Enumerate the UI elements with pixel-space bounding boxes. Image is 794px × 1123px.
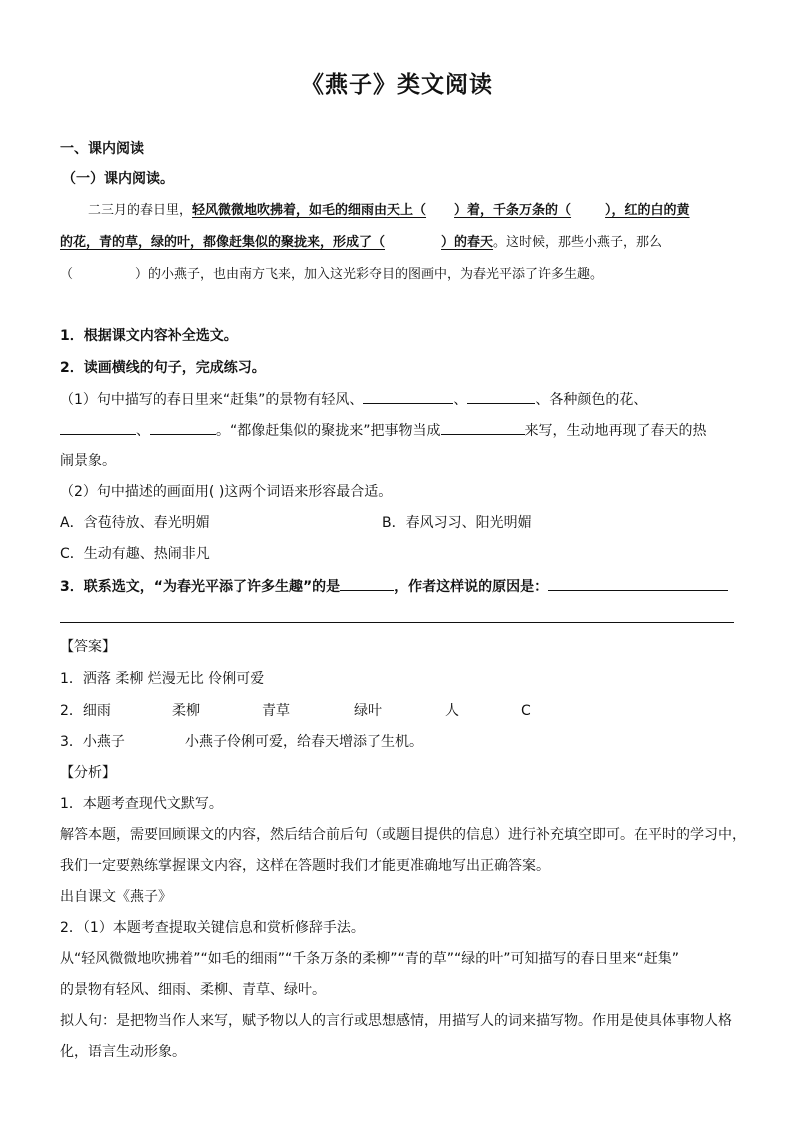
analysis-paragraph: 化，语言生动形象。 (60, 1044, 186, 1060)
analysis-paragraph: 解答本题，需要回顾课文的内容，然后结合前后句（或题目提供的信息）进行补充填空即可。在平时的学习中， (60, 827, 746, 843)
passage-text: 二三月的春日里， (88, 203, 193, 218)
passage-underlined-text: 轻风微微地吹拂着，如毛的细雨由天上（ ）着，千条万条的（ ），红的白的黄 (192, 203, 690, 218)
answer-1: 1．洒落 柔柳 烂漫无比 伶俐可爱 (60, 671, 265, 687)
question-2-1-line-2: 、 。“都像赶集似的聚拢来”把事物当成 来写，生动地再现了春天的热 (60, 420, 707, 441)
option-b: B．春风习习、阳光明媚 (382, 515, 532, 531)
subsection-heading: （一）课内阅读。 (62, 171, 174, 187)
answer-2-item: 人 (445, 703, 459, 719)
option-a: A．含苞待放、春光明媚 (60, 515, 210, 531)
question-2-2: （2）句中描述的画面用( )这两个词语来形容最合适。 (60, 484, 393, 500)
passage-line-3: （ ）的小燕子，也由南方飞来，加入这光彩夺目的图画中，为春光平添了许多生趣。 (60, 267, 604, 282)
question-3: 3．联系选文，“为春光平添了许多生趣”的是 ，作者这样说的原因是： (60, 576, 728, 597)
analysis-paragraph: 2．（1）本题考查提取关键信息和赏析修辞手法。 (60, 920, 365, 936)
analysis-paragraph: 拟人句：是把物当作人来写，赋予物以人的言行或思想感情，用描写人的词来描写物。作用是使具体事物人格 (60, 1013, 732, 1029)
passage-underlined-text: 的花，青的草，绿的叶，都像赶集似的聚拢来，形成了（ ）的春天 (60, 235, 494, 250)
analysis-paragraph: 1．本题考查现代文默写。 (60, 796, 223, 812)
answer-blank (441, 420, 525, 435)
question-1: 1．根据课文内容补全选文。 (60, 328, 238, 344)
answer-2-label: 2．细雨 (60, 703, 111, 719)
analysis-paragraph: 出自课文《燕子》 (60, 889, 172, 905)
answer-3-text: 小燕子伶俐可爱，给春天增添了生机。 (185, 734, 423, 750)
page-title: 《燕子》类文阅读 (301, 71, 493, 98)
answer-3-label: 3．小燕子 (60, 734, 125, 750)
answer-blank (467, 389, 535, 404)
answer-2-item: C (521, 703, 531, 719)
option-c: C．生动有趣、热闹非凡 (60, 546, 210, 562)
answer-2-item: 柔柳 (172, 703, 200, 719)
analysis-header: 【分析】 (60, 765, 116, 781)
analysis-paragraph: 我们一定要熟练掌握课文内容，这样在答题时我们才能更准确地写出正确答案。 (60, 858, 550, 874)
section-heading: 一、课内阅读 (60, 141, 144, 157)
answer-blank-line (60, 622, 734, 623)
answer-blank (340, 576, 394, 591)
passage-line-2 (60, 233, 662, 253)
passage-text: 。这时候，那些小燕子，那么 (493, 235, 663, 250)
answer-2-item: 绿叶 (354, 703, 382, 719)
answer-blank (363, 389, 453, 404)
analysis-paragraph: 的景物有轻风、细雨、柔柳、青草、绿叶。 (60, 982, 326, 998)
answer-header: 【答案】 (60, 639, 116, 655)
answer-2-item: 青草 (262, 703, 290, 719)
question-2-1-line-3: 闹景象。 (60, 453, 116, 469)
answer-blank (60, 420, 136, 435)
question-2: 2．读画横线的句子，完成练习。 (60, 360, 266, 376)
answer-blank (150, 420, 216, 435)
analysis-paragraph: 从“轻风微微地吹拂着”“如毛的细雨”“千条万条的柔柳”“青的草”“绿的叶”可知描写的春日里来“赶集” (60, 951, 680, 967)
question-2-1-line-1: （1）句中描写的春日里来“赶集”的景物有轻风、 、 、各种颜色的花、 (60, 389, 647, 410)
answer-blank (548, 576, 728, 591)
passage-line-1 (88, 201, 690, 221)
